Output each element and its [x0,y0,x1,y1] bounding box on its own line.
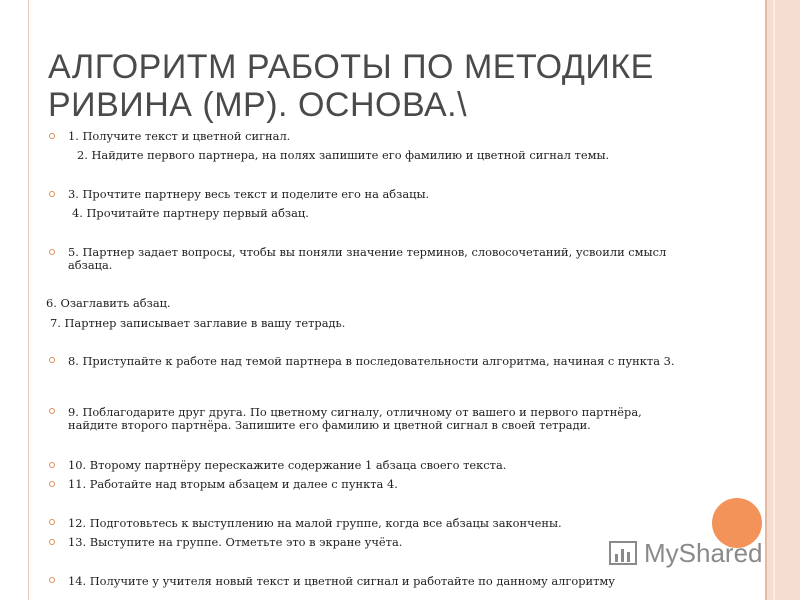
bullet-icon [49,519,55,525]
title-line-1: АЛГОРИТМ РАБОТЫ ПО МЕТОДИКЕ [48,48,654,86]
bullet-icon [49,481,55,487]
myshared-watermark [608,536,768,572]
bullet-icon [49,539,55,545]
list-item-6: 6. Озаглавить абзац. [46,296,171,310]
bullet-icon [49,577,55,583]
list-item-3: 3. Прочтите партнеру весь текст и поделите его на абзацы. [68,187,430,201]
list-item-1: 1. Получите текст и цветной сигнал. [68,129,291,143]
bullet-icon [49,191,55,197]
list-item-11: 11. Работайте над вторым абзацем и далее с пункта 4. [68,477,398,491]
bullet-icon [49,462,55,468]
watermark-text: MyShared [644,538,763,568]
list-item-9: 9. Поблагодарите друг друга. По цветному сигналу, отличному от вашего и первого партнёра, найдите второго партнёра. Запишите его фамилию и цветной сигнал в своей тетради. [68,405,642,432]
list-item-13: 13. Выступите на группе. Отметьте это в экране учёта. [68,535,403,549]
bullet-icon [49,408,55,414]
right-decorative-band [765,0,800,600]
list-item-5: 5. Партнер задает вопросы, чтобы вы поняли значение терминов, словосочетаний, усвоили смысл абзаца. [68,245,667,272]
bullet-icon [49,133,55,139]
bullet-icon [49,357,55,363]
title-line-2: РИВИНА (МР). ОСНОВА.\ [48,86,468,124]
slide-title [48,48,748,124]
list-item-7: 7. Партнер записывает заглавие в вашу тетрадь. [50,316,346,330]
myshared-logo-icon [608,540,638,568]
frame-line [28,0,29,600]
list-item-8: 8. Приступайте к работе над темой партнера в последовательности алгоритма, начиная с пункта 3. [68,354,675,368]
list-item-2: 2. Найдите первого партнера, на полях запишите его фамилию и цветной сигнал темы. [77,148,610,162]
bullet-icon [49,249,55,255]
list-item-10: 10. Второму партнёру перескажите содержание 1 абзаца своего текста. [68,458,507,472]
list-item-12: 12. Подготовьтесь к выступлению на малой группе, когда все абзацы закончены. [68,516,562,530]
list-item-14: 14. Получите у учителя новый текст и цветной сигнал и работайте по данному алгоритму [68,574,615,588]
list-item-4: 4. Прочитайте партнеру первый абзац. [72,206,309,220]
